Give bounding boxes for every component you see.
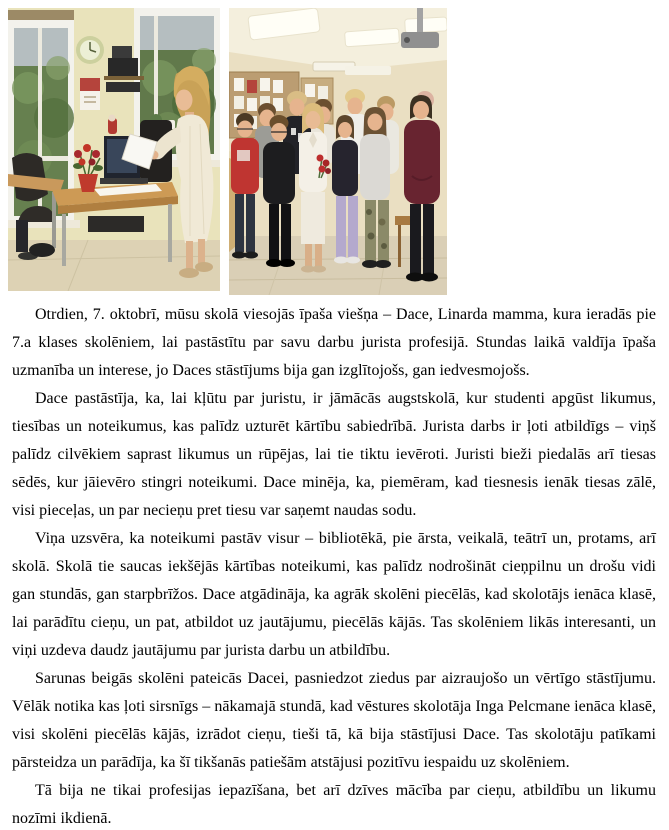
wall-calendar xyxy=(80,78,100,110)
paragraph-3: Viņa uzsvēra, ka noteikumi pastāv visur – bibliotēkā, pie ārsta, veikalā, teātrī un, protams, arī skolā. Skolā tie saucas iekšējās kārtības noteikumi, kas palīdz nodrošināt cieņpilnu un drošu vidi gan stundās, gan starpbrīžos. Dace atgādināja, ka agrāk skolēni piecēlās, kad skolotājs ienāca klasē, lai parādītu cieņu, un pat, atbildot uz jautājumu, piecēlās kājās. Tas skolēniem likās interesanti, un viņi uzdeva daudz jautājumu par jurista darbu un atbildību. xyxy=(12,530,656,659)
paragraph-2: Dace pastāstīja, ka, lai kļūtu par juristu, ir jāmācās augstskolā, kur studenti apgūst likumus, tiesības un noteikumus, kas palīdz uzturēt kārtību sabiedrībā. Jurista darbs ir ļoti atbildīgs – viņš palīdz cilvēkiem saprast likumus un rūpējas, lai tie tiktu ievēroti. Juristi bieži piedalās arī tiesas sēdēs, kur jāievēro stingri noteikumi. Dace minēja, ka, piemēram, kad tiesnesis ienāk tiesas zālē, visi pieceļas, un par necieņu pret tiesu var saņemt naudas sodu. xyxy=(12,390,656,519)
article-text xyxy=(0,295,669,830)
photo-class-group xyxy=(229,8,447,295)
paragraph-4: Sarunas beigās skolēni pateicās Dacei, pasniedzot ziedus par aizraujošo un vērtīgo stāstījumu. Vēlāk notika kas ļoti sirsnīgs – nākamajā stundā, kad vēstures skolotāja Inga Pelcmane ienāca klasē, visi skolēni piecēlās kājās, izrādot cieņu, tieši tā, kā bija stāstījusi Dace. Tas skolotāju patīkami pārsteidza un parādīja, ka šī tikšanās patiešām atstājusi pozitīvu iespaidu uz skolēniem. xyxy=(12,670,656,771)
paragraph-1: Otrdien, 7. oktobrī, mūsu skolā viesojās īpaša viešņa – Dace, Linarda mamma, kura ieradās pie 7.a klases skolēniem, lai pastāstītu par savu darbu jurista profesijā. Stundas laikā valdīja īpaša uzmanība un interese, jo Daces stāstījums bija gan izglītojošs, gan iedvesmojošs. xyxy=(12,306,656,379)
photo-row xyxy=(0,0,669,295)
wall-ledge xyxy=(345,66,391,75)
wall-clock-icon xyxy=(76,36,104,64)
paragraph-5: Tā bija ne tikai profesijas iepazīšana, bet arī dzīves mācība par cieņu, atbildību un likumu nozīmi ikdienā. xyxy=(12,782,656,827)
photo-classroom-speaker xyxy=(8,8,220,291)
